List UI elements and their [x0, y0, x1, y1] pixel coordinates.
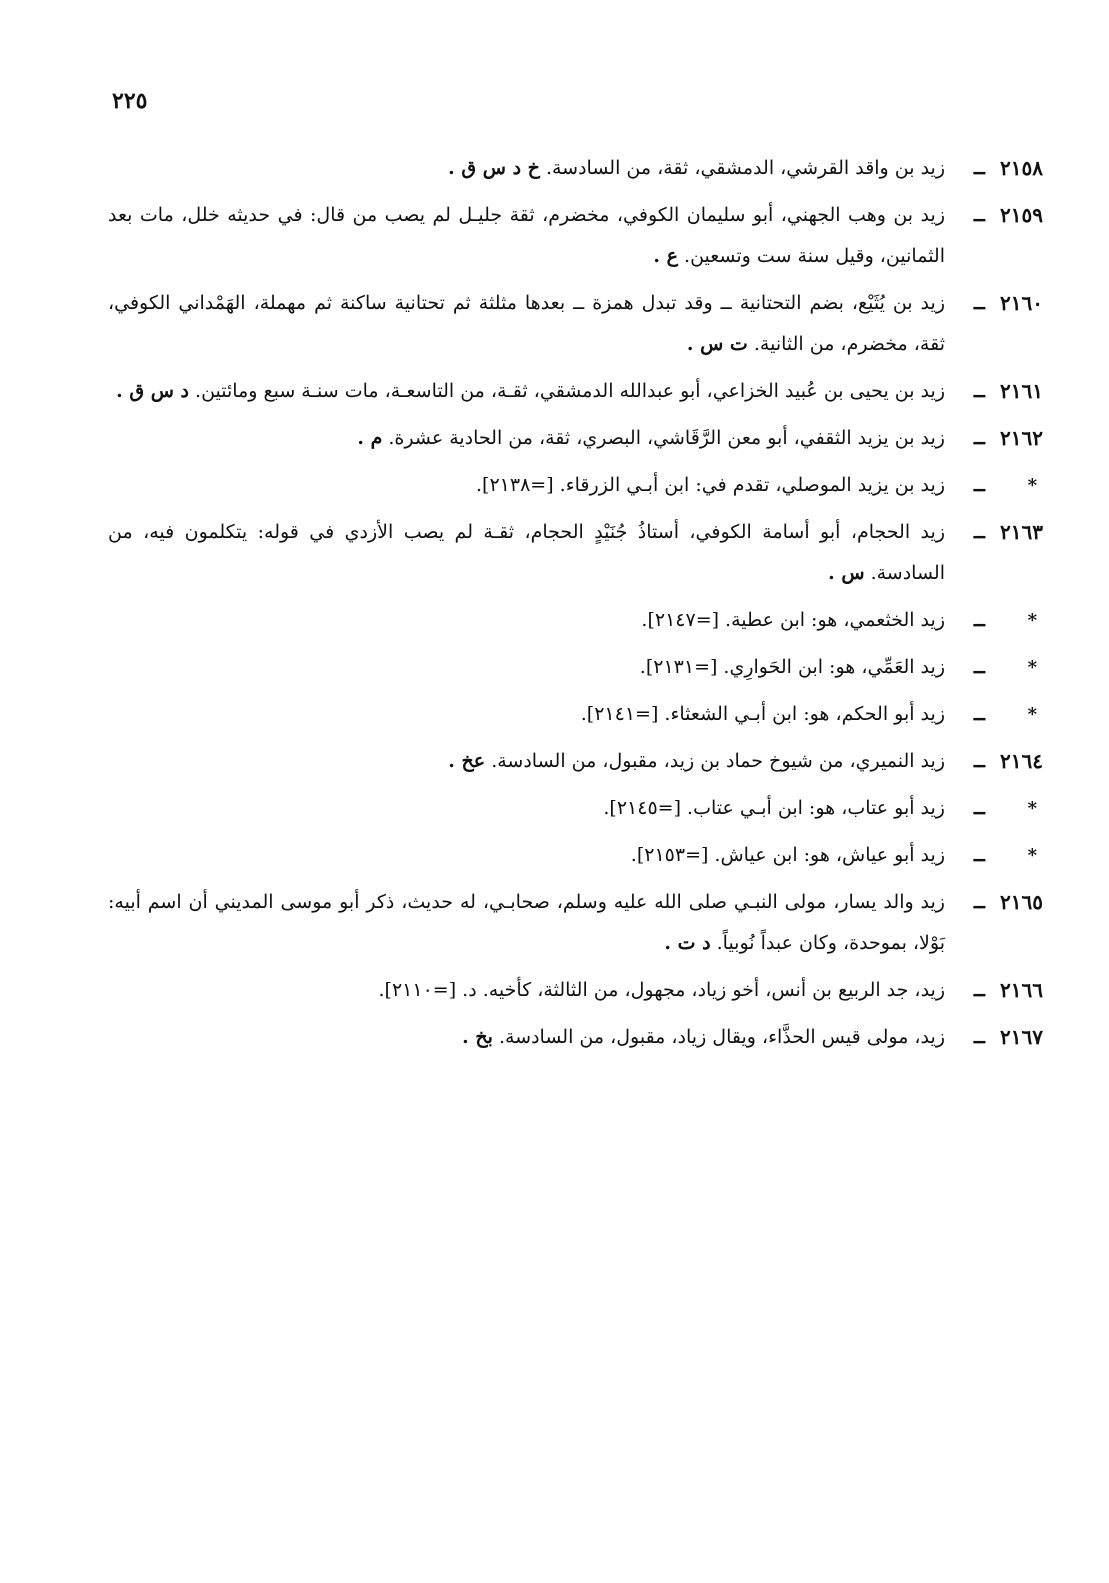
entry-dash: ــ: [973, 292, 985, 314]
entry-2161: [108, 371, 1043, 412]
entry-code: م .: [357, 427, 383, 449]
entry-text: زيد، جد الربيع بن أنس، أخو زياد، مجهول، من الثالثة، كأخيه. د. [=٢١١٠].: [378, 979, 945, 1001]
entry-code: د ت .: [664, 932, 711, 954]
entry-2162: [108, 418, 1043, 459]
entry-2166: [108, 970, 1043, 1011]
asterisk-marker: *: [1027, 798, 1037, 819]
entry-text: زيد والد يسار، مولى النبـي صلى الله عليه وسلم، صحابـي، له حديث، ذكر أبو موسى المديني أن اسم أبيه: بَوْلا، بموحدة، وكان عبداً نُوبياً.: [108, 891, 945, 954]
entry-code: خ د س ق .: [448, 157, 540, 179]
entry-number: ٢١٦٦: [1000, 978, 1043, 1002]
entry-text: زيد أبو عتاب، هو: ابن أبـي عتاب. [=٢١٤٥].: [603, 797, 945, 819]
entry-code: ت س .: [686, 333, 748, 355]
cross-reference-entry: [108, 694, 1043, 735]
entry-text: زيد الخثعمي، هو: ابن عطية. [=٢١٤٧].: [641, 609, 945, 631]
cross-reference-entry: [108, 647, 1043, 688]
entry-text: زيد بن واقد القرشي، الدمشقي، ثقة، من السادسة.: [545, 157, 945, 179]
entry-dash: ــ: [973, 157, 985, 179]
entry-code: بخ .: [462, 1026, 493, 1048]
entry-text: زيد العَمِّي، هو: ابن الحَوارِي. [=٢١٣١].: [639, 656, 945, 678]
entry-dash: ــ: [973, 979, 985, 1001]
entry-dash: ــ: [973, 380, 985, 402]
entry-text: زيد بن يحيى بن عُبيد الخزاعي، أبو عبدالله الدمشقي، ثقـة، من التاسعـة، مات سنـة سبع ومائتين.: [195, 380, 945, 402]
entry-text: زيد الحجام، أبو أسامة الكوفي، أستاذُ جُنَيْدٍ الحجام، ثقـة لم يصب الأزدي في قوله: يتكلمون فيه، من السادسة.: [108, 521, 945, 584]
entry-text: زيد النميري، من شيوخ حماد بن زيد، مقبول، من السادسة.: [491, 750, 945, 772]
entry-dash: ــ: [973, 427, 985, 449]
entry-text: زيد بن وهب الجهني، أبو سليمان الكوفي، مخضرم، ثقة جليـل لم يصب من قال: في حديثه خلل، مات بعد الثمانين، وقيل سنة ست وتسعين.: [108, 204, 945, 267]
asterisk-marker: *: [1027, 845, 1037, 866]
entry-number: ٢١٥٨: [1000, 156, 1043, 180]
entry-number: ٢١٦٢: [1000, 426, 1043, 450]
entry-dash: ــ: [973, 521, 985, 543]
entry-number: ٢١٦٥: [1000, 890, 1043, 914]
entry-text: زيد أبو عياش، هو: ابن عياش. [=٢١٥٣].: [630, 844, 945, 866]
entry-text: زيد بن يزيد الثقفي، أبو معن الرَّقَاشي، البصري، ثقة، من الحادية عشرة.: [388, 427, 945, 449]
cross-reference-entry: [108, 465, 1043, 506]
entry-number: ٢١٦٠: [1000, 291, 1043, 315]
entry-text: زيد بن يزيد الموصلي، تقدم في: ابن أبـي الزرقاء. [=٢١٣٨].: [476, 474, 945, 496]
asterisk-marker: *: [1027, 475, 1037, 496]
cross-reference-entry: [108, 788, 1043, 829]
page-number: ٢٢٥: [112, 88, 148, 114]
asterisk-marker: *: [1027, 704, 1037, 725]
entry-2163: [108, 512, 1043, 594]
entry-dash: ــ: [973, 891, 985, 913]
entry-dash: ــ: [973, 703, 985, 725]
entry-2158: [108, 148, 1043, 189]
entry-code: ع .: [653, 245, 678, 267]
asterisk-marker: *: [1027, 610, 1037, 631]
entry-number: ٢١٦٣: [1000, 520, 1043, 544]
cross-reference-entry: [108, 600, 1043, 641]
entry-dash: ــ: [973, 750, 985, 772]
entry-2167: [108, 1017, 1043, 1058]
entry-dash: ــ: [973, 797, 985, 819]
entry-text: زيد، مولى قيس الحذَّاء، ويقال زياد، مقبول، من السادسة.: [498, 1026, 945, 1048]
entry-2160: [108, 283, 1043, 365]
entry-dash: ــ: [973, 474, 985, 496]
entry-2165: [108, 882, 1043, 964]
entries-list: [108, 148, 1043, 1064]
entry-dash: ــ: [973, 844, 985, 866]
entry-dash: ــ: [973, 656, 985, 678]
entry-number: ٢١٥٩: [1000, 203, 1043, 227]
entry-number: ٢١٦١: [1000, 379, 1043, 403]
entry-dash: ــ: [973, 609, 985, 631]
asterisk-marker: *: [1027, 657, 1037, 678]
cross-reference-entry: [108, 835, 1043, 876]
entry-code: د س ق .: [116, 380, 189, 402]
entry-dash: ــ: [973, 204, 985, 226]
entry-code: س .: [828, 562, 865, 584]
entry-dash: ــ: [973, 1026, 985, 1048]
entry-number: ٢١٦٤: [1000, 749, 1043, 773]
entry-code: عخ .: [448, 750, 486, 772]
entry-2159: [108, 195, 1043, 277]
entry-number: ٢١٦٧: [1000, 1025, 1043, 1049]
entry-text: زيد أبو الحكم، هو: ابن أبـي الشعثاء. [=٢١٤١].: [580, 703, 945, 725]
entry-2164: [108, 741, 1043, 782]
entry-text: زيد بن يُثَيْع، بضم التحتانية ــ وقد تبدل همزة ــ بعدها مثلثة ثم تحتانية ساكنة ثم مهملة، الهَمْداني الكوفي، ثقة، مخضرم، من الثانية.: [108, 292, 945, 355]
